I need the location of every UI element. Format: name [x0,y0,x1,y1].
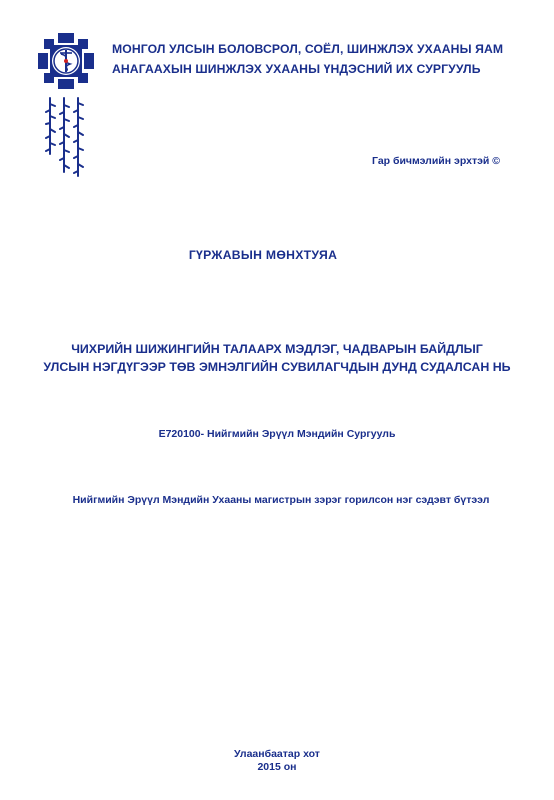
degree-note-text: Нийгмийн Эрүүл Мэндийн Ухааны магистрын зэрэг горилсон нэг сэдэвт бүтээл [72,494,490,506]
thesis-title-line-2: УЛСЫН НЭГДҮГЭЭР ТӨВ ЭМНЭЛГИЙН СУВИЛАГЧДЫН ДУНД СУДАЛСАН НЬ [43,360,511,374]
program-code: Е720100- Нийгмийн Эрүүл Мэндийн Сургууль [158,428,396,440]
author-name [0,248,554,262]
ministry-name: МОНГОЛ УЛСЫН БОЛОВСРОЛ, СОЁЛ, ШИНЖЛЭХ УХААНЫ ЯАМ [112,42,504,56]
university-emblem-icon [36,31,96,91]
copyright-notice: Гар бичмэлийн эрхтэй © [372,155,500,167]
university-name: АНАГААХЫН ШИНЖЛЭХ УХААНЫ ҮНДЭСНИЙ ИХ СУРГУУЛЬ [112,62,481,76]
place-of-publication: Улаанбаатар хот [234,748,320,760]
mongolian-script-name-icon [42,96,88,178]
publication-year: 2015 он [257,761,297,773]
thesis-title-line-1: ЧИХРИЙН ШИЖИНГИЙН ТАЛААРХ МЭДЛЭГ, ЧАДВАРЫН БАЙДЛЫГ [71,342,483,356]
degree-note [0,494,554,506]
author-name-text: ГҮРЖАВЫН МӨНХТУЯА [188,248,338,262]
